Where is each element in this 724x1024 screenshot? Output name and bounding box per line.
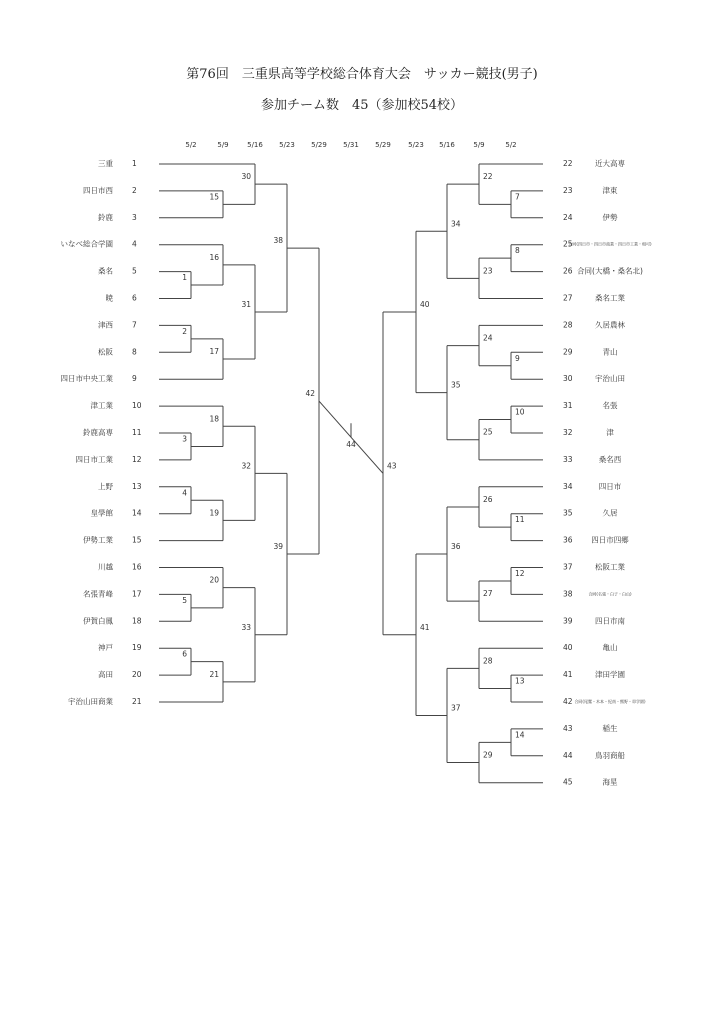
match-number: 2 xyxy=(182,326,187,336)
match-number: 5 xyxy=(182,595,187,605)
team-number: 11 xyxy=(132,428,142,437)
team-number: 41 xyxy=(563,670,573,680)
round-date: 5/16 xyxy=(247,141,263,149)
final-match-number: 44 xyxy=(346,440,356,450)
team-name: 青山 xyxy=(602,347,618,357)
team-name: 稲生 xyxy=(602,723,618,733)
team-name: 松阪 xyxy=(98,347,113,357)
match-number: 21 xyxy=(209,669,219,679)
team-number: 30 xyxy=(563,374,573,384)
round-date: 5/31 xyxy=(343,141,359,149)
team-number: 17 xyxy=(132,589,142,599)
match-number: 38 xyxy=(273,236,283,246)
team-number: 40 xyxy=(563,643,573,653)
team-number: 25 xyxy=(563,239,573,249)
match-number: 27 xyxy=(483,589,493,599)
team-name: 四日市 xyxy=(598,481,622,491)
match-number: 34 xyxy=(451,219,461,229)
team-number: 2 xyxy=(132,185,137,195)
match-number: 29 xyxy=(483,750,493,760)
team-name: 伊勢工業 xyxy=(83,535,113,545)
match-number: 20 xyxy=(209,575,219,585)
team-name: 宇治山田商業 xyxy=(68,697,113,706)
team-number: 37 xyxy=(563,562,573,572)
team-number: 12 xyxy=(132,454,142,464)
team-name: 鳥羽商船 xyxy=(595,750,625,760)
team-number: 45 xyxy=(563,777,573,787)
team-number: 16 xyxy=(132,562,142,572)
round-date: 5/23 xyxy=(408,141,424,149)
team-number: 31 xyxy=(563,401,573,411)
match-number: 12 xyxy=(515,568,525,578)
match-number: 17 xyxy=(209,347,219,357)
match-number: 43 xyxy=(387,461,397,471)
match-number: 16 xyxy=(209,252,219,262)
match-number: 15 xyxy=(209,192,219,202)
round-date: 5/23 xyxy=(279,141,295,149)
team-number: 36 xyxy=(563,535,573,545)
match-number: 28 xyxy=(483,656,493,666)
team-number: 15 xyxy=(132,535,142,545)
team-number: 32 xyxy=(563,428,573,437)
match-number: 31 xyxy=(241,299,251,309)
page-subtitle: 参加チーム数 45（参加校54校） xyxy=(260,98,464,113)
team-name: 桑名工業 xyxy=(595,293,625,303)
match-number: 18 xyxy=(209,414,219,424)
team-number: 39 xyxy=(563,616,573,626)
team-name: 三重 xyxy=(98,159,113,168)
match-number: 42 xyxy=(305,389,315,399)
team-name: 名張青峰 xyxy=(83,589,113,599)
team-name: 亀山 xyxy=(602,643,618,653)
match-number: 30 xyxy=(241,172,251,182)
match-number: 6 xyxy=(182,649,187,659)
team-number: 22 xyxy=(563,159,573,168)
match-number: 39 xyxy=(273,542,283,552)
team-number: 29 xyxy=(563,347,573,357)
team-number: 10 xyxy=(132,401,142,411)
match-number: 25 xyxy=(483,427,493,437)
match-number: 24 xyxy=(483,333,493,343)
team-name: 海星 xyxy=(602,777,618,787)
team-name: 津西 xyxy=(98,320,113,330)
team-number: 6 xyxy=(132,293,137,303)
team-name: 伊勢 xyxy=(602,212,618,222)
match-number: 4 xyxy=(182,488,187,498)
match-number: 19 xyxy=(209,508,219,518)
team-number: 34 xyxy=(563,481,573,491)
team-number: 3 xyxy=(132,212,137,222)
match-number: 36 xyxy=(451,542,461,552)
team-name: 近大高専 xyxy=(595,159,625,168)
team-number: 18 xyxy=(132,616,142,626)
round-date: 5/2 xyxy=(185,141,197,149)
team-number: 27 xyxy=(563,293,573,303)
match-number: 8 xyxy=(515,246,520,256)
team-name: 桑名西 xyxy=(598,454,622,464)
team-name: いなべ総合学園 xyxy=(60,239,113,249)
team-name: 川越 xyxy=(98,562,113,572)
match-number: 32 xyxy=(241,461,251,471)
match-number: 3 xyxy=(182,434,187,444)
team-name: 津 xyxy=(606,428,614,437)
team-name: 宇治山田 xyxy=(595,374,625,384)
team-name: 久居 xyxy=(602,508,618,518)
round-date: 5/29 xyxy=(311,141,327,149)
team-name: 皇學館 xyxy=(90,508,113,518)
team-name: 名張 xyxy=(602,401,618,411)
match-number: 11 xyxy=(515,515,525,525)
round-date: 5/2 xyxy=(505,141,517,149)
team-name: 津東 xyxy=(602,185,618,195)
team-name: 上野 xyxy=(98,481,113,491)
team-name: 津工業 xyxy=(90,401,113,411)
team-name: 伊賀白鳳 xyxy=(83,616,113,626)
team-number: 28 xyxy=(563,320,573,330)
team-name: 鈴鹿高専 xyxy=(83,428,113,437)
team-name: 神戸 xyxy=(98,643,113,653)
team-number: 9 xyxy=(132,374,137,384)
team-name: 四日市工業 xyxy=(75,454,113,464)
team-number: 43 xyxy=(563,723,573,733)
team-name: 桑名 xyxy=(98,266,113,276)
team-name: 暁 xyxy=(105,293,113,303)
team-name: 鈴鹿 xyxy=(98,212,113,222)
round-date: 5/16 xyxy=(439,141,455,149)
team-name: 四日市中央工業 xyxy=(60,374,113,384)
team-number: 23 xyxy=(563,185,573,195)
team-name: 合同(四日市・四日市商業・四日市工業・相可) xyxy=(568,241,652,247)
team-name: 合同(名張・白子・白山) xyxy=(588,591,632,597)
team-number: 8 xyxy=(132,347,137,357)
team-number: 19 xyxy=(132,643,142,653)
team-name: 合同(大橋・桑名北) xyxy=(577,266,643,276)
match-number: 1 xyxy=(182,273,187,283)
match-number: 26 xyxy=(483,494,493,504)
round-date: 5/9 xyxy=(473,141,485,149)
team-name: 四日市南 xyxy=(595,616,625,626)
page-title: 第76回 三重県高等学校総合体育大会 サッカー競技(男子) xyxy=(186,67,538,82)
match-number: 40 xyxy=(420,299,430,309)
match-number: 22 xyxy=(483,172,493,182)
team-name: 津田学園 xyxy=(595,670,625,680)
match-number: 35 xyxy=(451,380,461,390)
match-number: 13 xyxy=(515,676,525,686)
match-number: 23 xyxy=(483,266,493,276)
match-number: 10 xyxy=(515,407,525,417)
team-number: 20 xyxy=(132,670,142,680)
team-number: 35 xyxy=(563,508,573,518)
match-number: 14 xyxy=(515,730,525,740)
team-number: 38 xyxy=(563,589,573,599)
team-name: 高田 xyxy=(98,670,113,680)
round-date: 5/9 xyxy=(217,141,229,149)
team-name: 久居農林 xyxy=(595,320,625,330)
match-number: 41 xyxy=(420,622,430,632)
match-number: 33 xyxy=(241,622,251,632)
team-number: 44 xyxy=(563,750,573,760)
match-number: 7 xyxy=(515,192,520,202)
team-number: 42 xyxy=(563,697,573,706)
match-number: 37 xyxy=(451,703,461,713)
team-number: 7 xyxy=(132,320,137,330)
team-number: 1 xyxy=(132,159,137,168)
round-date: 5/29 xyxy=(375,141,391,149)
team-name: 合同(尾鷲・木本・紀南・熊野・昴学園) xyxy=(574,699,646,704)
team-number: 33 xyxy=(563,454,573,464)
team-number: 24 xyxy=(563,212,573,222)
team-number: 26 xyxy=(563,266,573,276)
team-name: 四日市四郷 xyxy=(591,535,629,545)
team-name: 松阪工業 xyxy=(595,562,625,572)
match-number: 9 xyxy=(515,353,520,363)
team-number: 14 xyxy=(132,508,142,518)
team-number: 21 xyxy=(132,697,142,706)
team-number: 13 xyxy=(132,481,142,491)
team-number: 4 xyxy=(132,239,137,249)
team-number: 5 xyxy=(132,266,137,276)
team-name: 四日市西 xyxy=(83,185,113,195)
